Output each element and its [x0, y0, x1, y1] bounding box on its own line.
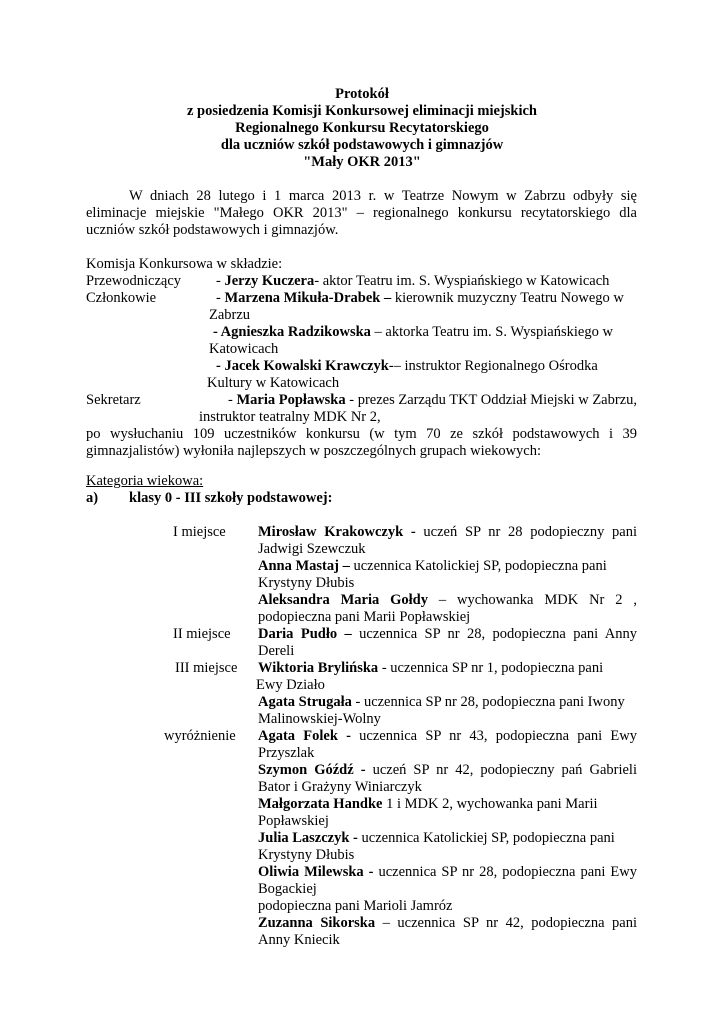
place-label: I miejsce	[173, 524, 226, 540]
secretary-role: Sekretarz	[86, 392, 141, 408]
secretary-name: Maria Popławska	[236, 392, 346, 408]
title-line: Regionalnego Konkursu Recytatorskiego	[235, 120, 489, 136]
category-name: klasy 0 - III szkoły podstawowej:	[129, 490, 333, 506]
member-line	[213, 324, 613, 341]
result-line-cont: Malinowskiej-Wolny	[258, 711, 381, 727]
category-letter: a)	[86, 490, 99, 506]
intro-line: W dniach 28 lutego i 1 marca 2013 r. w Teatrze Nowym w Zabrzu odbyły się	[129, 188, 637, 204]
dash: -	[216, 290, 225, 306]
dash: -	[213, 324, 221, 340]
result-line-cont: Ewy Działo	[256, 677, 325, 693]
result-line	[258, 694, 625, 711]
result-line-cont: Bator i Grażyny Winiarczyk	[258, 779, 422, 795]
title-line: "Mały OKR 2013"	[303, 154, 421, 170]
result-line	[258, 524, 637, 541]
summary-line: gimnazjalistów) wyłoniła najlepszych w poszczególnych grupach wiekowych:	[86, 443, 542, 459]
member-name: Jacek Kowalski Krawczyk	[224, 358, 389, 374]
winner-name: Oliwia Milewska -	[258, 864, 374, 880]
result-line-cont: Anny Kniecik	[258, 932, 340, 948]
result-line-cont: Krystyny Dłubis	[258, 847, 355, 863]
member-line-cont: Zabrzu	[209, 307, 251, 323]
result-line	[258, 626, 637, 643]
winner-name: Szymon Góźdź -	[258, 762, 366, 778]
place-label: III miejsce	[175, 660, 238, 676]
winner-desc: uczennica Katolickiej SP, podopieczna pani	[349, 558, 607, 574]
member-desc: -– instruktor Regionalnego Ośrodka	[388, 358, 598, 374]
result-line	[258, 762, 637, 779]
summary-line: po wysłuchaniu 109 uczestników konkursu (w tym 70 ze szkół podstawowych i 39	[86, 426, 637, 442]
result-line	[258, 558, 607, 575]
category-label: Kategoria wiekowa:	[86, 473, 204, 489]
member-desc: – aktorka Teatru im. S. Wyspiańskiego w	[370, 324, 613, 340]
title-line: z posiedzenia Komisji Konkursowej eliminacji miejskich	[187, 103, 537, 119]
result-line-cont: podopieczna pani Marii Popławskiej	[258, 609, 471, 625]
dash: -	[228, 392, 237, 408]
winner-desc: – wychowanka MDK Nr 2 ,	[427, 592, 637, 608]
winner-desc: uczennica Katolickiej SP, podopieczna pani	[357, 830, 615, 846]
intro-line: uczniów szkół podstawowych i gimnazjów.	[86, 222, 339, 238]
result-line	[258, 915, 637, 932]
winner-name: Julia Laszczyk -	[258, 830, 358, 846]
result-line	[258, 830, 615, 847]
winner-desc: - uczennica SP nr 1, podopieczna pani	[378, 660, 604, 676]
place-label: II miejsce	[173, 626, 231, 642]
chair-role: Przewodniczący	[86, 273, 182, 289]
winner-desc: uczennica SP nr 43, podopieczna pani Ewy	[350, 728, 637, 744]
winner-desc: 1 i MDK 2, wychowanka pani Marii	[382, 796, 598, 812]
result-line-cont: Przyszlak	[258, 745, 315, 761]
members-role: Członkowie	[86, 290, 157, 306]
commission-heading: Komisja Konkursowa w składzie:	[86, 256, 283, 272]
member-line	[216, 358, 598, 375]
member-line-cont: Kultury w Katowicach	[207, 375, 340, 391]
winner-name: Daria Pudło –	[258, 626, 352, 642]
result-line-cont: Jadwigi Szewczuk	[258, 541, 366, 557]
member-name: Marzena Mikuła-Drabek –	[224, 290, 392, 306]
result-line-cont: Dereli	[258, 643, 295, 659]
winner-name: Małgorzata Handke	[258, 796, 383, 812]
result-line-cont: Krystyny Dłubis	[258, 575, 355, 591]
place-label: wyróżnienie	[164, 728, 236, 744]
member-desc: kierownik muzyczny Teatru Nowego w	[391, 290, 624, 306]
result-line	[258, 592, 637, 609]
chair-line	[216, 273, 609, 290]
document-title	[0, 86, 724, 171]
chair-name: Jerzy Kuczera	[224, 273, 315, 289]
secretary-line	[228, 392, 637, 409]
winner-desc: - uczennica SP nr 28, podopieczna pani Iwony	[351, 694, 625, 710]
winner-name: Agata Strugała	[258, 694, 352, 710]
result-line	[258, 660, 603, 677]
title-line: dla uczniów szkół podstawowych i gimnazjów	[220, 137, 504, 153]
title-line: Protokół	[335, 86, 389, 102]
result-line-cont: Popławskiej	[258, 813, 329, 829]
secretary-line-cont: instruktor teatralny MDK Nr 2,	[199, 409, 381, 425]
member-line	[216, 290, 624, 307]
result-line	[258, 796, 598, 813]
winner-desc: uczeń SP nr 42, podopieczny pań Gabrieli	[365, 762, 637, 778]
secretary-desc: - prezes Zarządu TKT Oddział Miejski w Zabrzu,	[345, 392, 637, 408]
winner-name: Aleksandra Maria Gołdy	[258, 592, 428, 608]
winner-name: Mirosław Krakowczyk -	[258, 524, 416, 540]
result-line	[258, 728, 637, 745]
winner-desc: uczennica SP nr 28, podopieczna pani Ewy	[373, 864, 637, 880]
member-name: Agnieszka Radzikowska	[220, 324, 371, 340]
intro-line: eliminacje miejskie "Małego OKR 2013" – regionalnego konkursu recytatorskiego dla	[86, 205, 637, 221]
winner-name: Wiktoria Brylińska	[258, 660, 379, 676]
result-line-cont: Bogackiej	[258, 881, 317, 897]
winner-desc: uczeń SP nr 28 podopieczny pani	[415, 524, 637, 540]
dash: -	[216, 273, 225, 289]
winner-name: Anna Mastaj –	[258, 558, 350, 574]
dash: -	[216, 358, 225, 374]
winner-name: Zuzanna Sikorska	[258, 915, 376, 931]
winner-desc: – uczennica SP nr 42, podopieczna pani	[375, 915, 637, 931]
result-line-cont: podopieczna pani Marioli Jamróz	[258, 898, 453, 914]
member-line-cont: Katowicach	[209, 341, 279, 357]
result-line	[258, 864, 637, 881]
chair-desc: - aktor Teatru im. S. Wyspiańskiego w Katowicach	[314, 273, 610, 289]
winner-desc: uczennica SP nr 28, podopieczna pani Anny	[351, 626, 637, 642]
winner-name: Agata Folek -	[258, 728, 351, 744]
